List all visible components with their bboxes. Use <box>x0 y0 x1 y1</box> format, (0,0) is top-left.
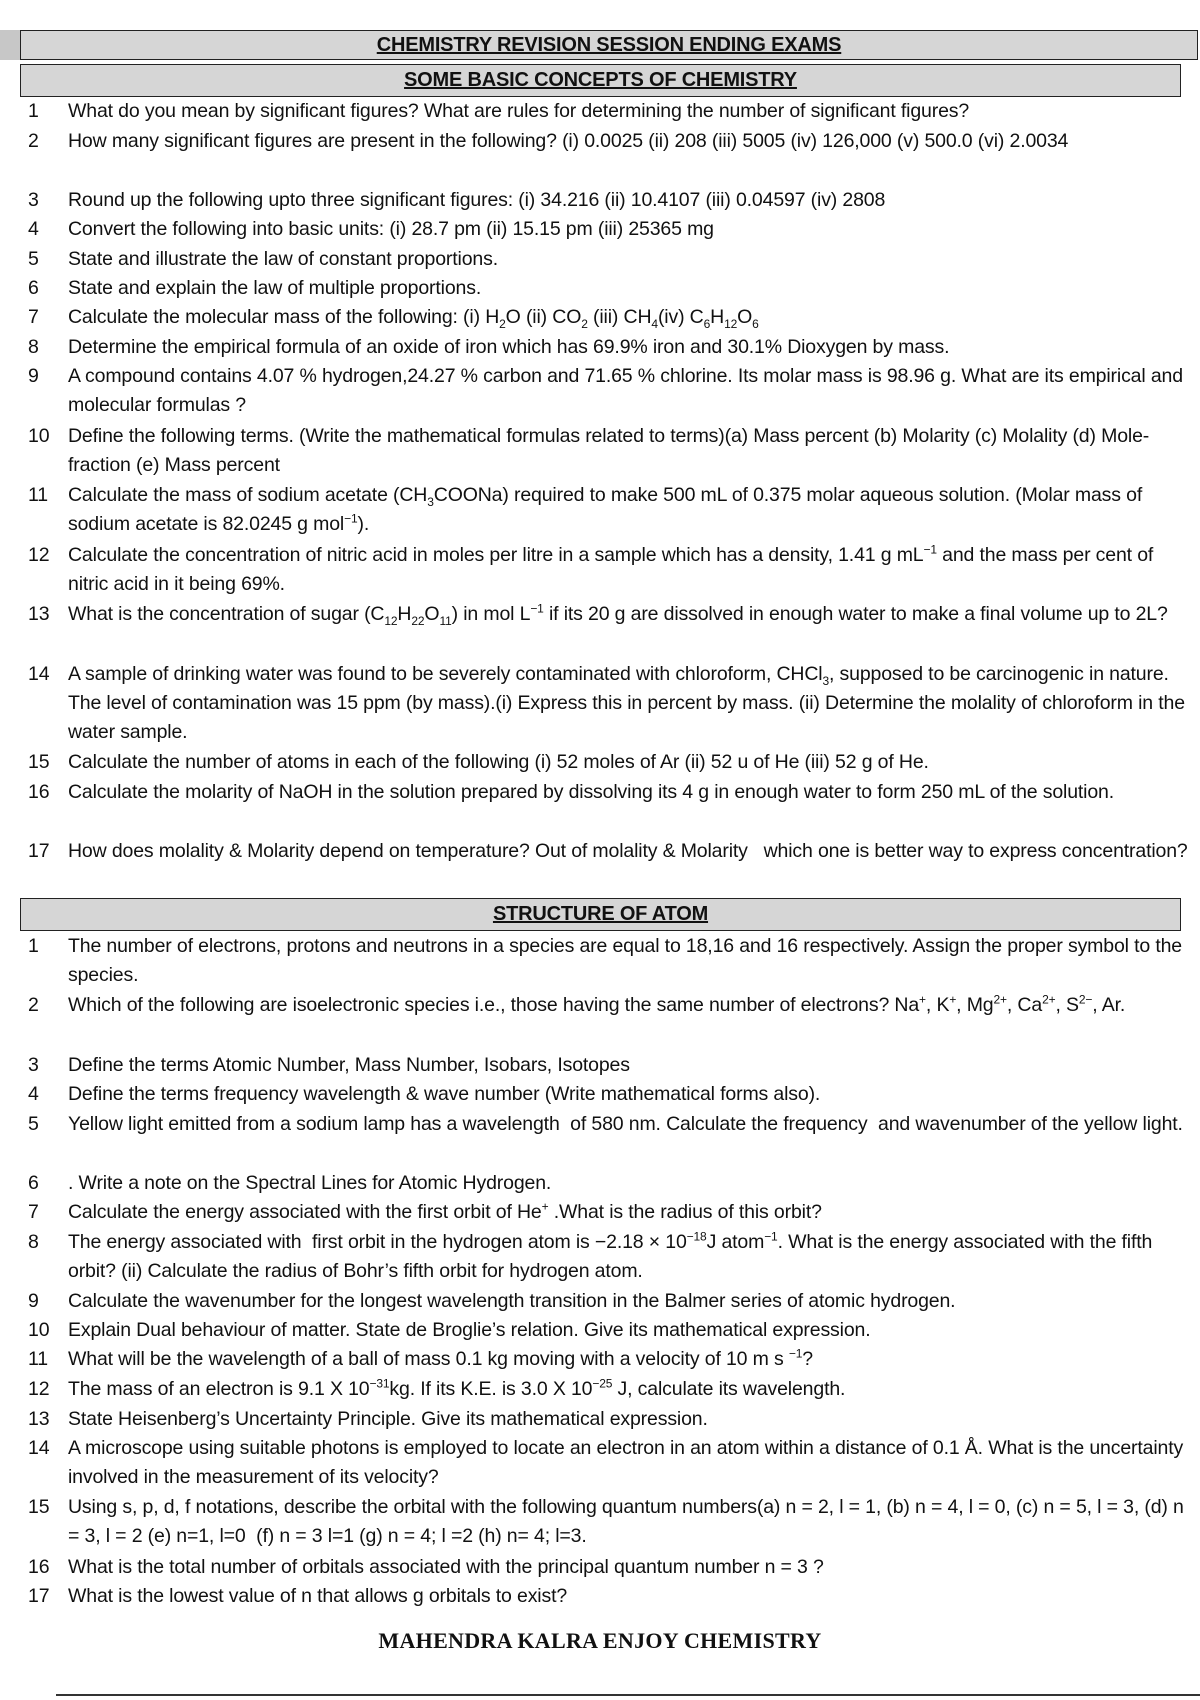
question-item <box>0 362 1190 420</box>
question-text: Calculate the energy associated with the first orbit of He+ .What is the radius of this orbit? <box>68 1199 822 1223</box>
question-number: 12 <box>28 1378 50 1400</box>
question-text: Calculate the wavenumber for the longest wavelength transition in the Balmer series of atomic hydrogen. <box>68 1290 956 1312</box>
question-item <box>0 1345 1190 1374</box>
question-number: 16 <box>28 781 50 803</box>
question-text: Round up the following upto three significant figures: (i) 34.216 (ii) 10.4107 (iii) 0.04597 (iv) 2808 <box>68 189 886 211</box>
question-number: 8 <box>28 336 39 358</box>
question-number: 11 <box>28 484 48 506</box>
question-number: 16 <box>28 1556 50 1578</box>
question-number: 9 <box>28 365 39 387</box>
question-item <box>0 333 1190 362</box>
section-heading-structure-of-atom <box>20 898 1181 931</box>
question-number: 3 <box>28 189 39 211</box>
question-item <box>0 1110 1190 1139</box>
question-item <box>0 1051 1190 1080</box>
question-text: How does molality & Molarity depend on temperature? Out of molality & Molarity which one is better way to express concentration? <box>68 840 1188 862</box>
question-item <box>0 932 1190 990</box>
question-number: 7 <box>28 306 39 328</box>
question-item <box>0 481 1190 539</box>
question-text: How many significant figures are present in the following? (i) 0.0025 (ii) 208 (iii) 5005 (iv) 126,000 (v) 500.0 (vi) 2.0034 <box>68 130 1069 152</box>
question-number: 13 <box>28 1408 50 1430</box>
question-text: The mass of an electron is 9.1 X $10^{-31}kg$. If its K.E. is 3.0 X $10^{-25}$ J, calculate its wavelength. <box>68 1376 846 1400</box>
question-number: 5 <box>28 248 39 270</box>
question-number: 6 <box>28 277 39 299</box>
question-text: What do you mean by significant figures? What are rules for determining the number of significant figures? <box>68 100 970 122</box>
question-text: The energy associated with first orbit in the hydrogen atom is $-2.18 \times 10^{-18}J$ atom$^{-1}$. What is the energy associated with the fifth orbit? (ii) Calculate the radius of Bohr’s fifth orbit for hydrogen atom. <box>68 1229 1153 1282</box>
question-item <box>0 1287 1190 1316</box>
question-number: 17 <box>28 1585 50 1607</box>
question-item <box>0 245 1190 274</box>
question-item <box>0 1493 1190 1551</box>
question-text: Calculate the molecular mass of the following: (i) $H_2O$ (ii) $CO_2$ (iii) $CH_4(iv)$ $C_6H_{12}O_6$ <box>68 306 759 331</box>
question-text: A compound contains 4.07 % hydrogen,24.27 % carbon and 71.65 % chlorine. Its molar mass is 98.96 g. What are its empirical and molecular formulas ? <box>68 365 1183 416</box>
question-text: Calculate the mass of sodium acetate $(CH_3COONa)$ required to make 500 mL of 0.375 molar aqueous solution. (Molar mass of sodium acetate is 82.0245 g mol$^{-1}$). <box>68 484 1143 535</box>
question-text: State and illustrate the law of constant proportions. <box>68 248 498 270</box>
question-number: 1 <box>28 100 39 122</box>
question-text: Explain Dual behaviour of matter. State de Broglie’s relation. Give its mathematical expression. <box>68 1319 871 1341</box>
question-number: 5 <box>28 1113 39 1135</box>
question-item <box>0 1375 1190 1404</box>
title-bar-left-strip <box>0 30 22 60</box>
question-text: A sample of drinking water was found to be severely contaminated with chloroform, CHCl$_3$, supposed to be carcinogenic in nature. The level of contamination was 15 ppm (by mass).(i) Express this in percent by mass. (ii) Determine the molality of chloroform in the water sample. <box>68 663 1185 743</box>
question-number: 17 <box>28 840 50 862</box>
question-number: 3 <box>28 1054 39 1076</box>
footer-rule <box>56 1694 1200 1696</box>
section-heading-basic-concepts <box>20 64 1181 97</box>
question-text: What is the lowest value of n that allows g orbitals to exist? <box>68 1585 568 1607</box>
question-number: 2 <box>28 130 39 152</box>
question-text: What is the concentration of sugar $(C_{12}H_{22}O_{11})$ in mol $L^{-1}$ if its 20 g are dissolved in enough water to make a final volume up to 2L? <box>68 601 1168 628</box>
question-text: Calculate the molarity of NaOH in the solution prepared by dissolving its 4 g in enough water to form 250 mL of the solution. <box>68 781 1115 803</box>
question-text: A microscope using suitable photons is employed to locate an electron in an atom within a distance of 0.1 Å. What is the uncertainty involved in the measurement of its velocity? <box>68 1437 1184 1488</box>
question-item <box>0 1228 1190 1286</box>
question-item <box>0 660 1190 747</box>
question-item <box>0 778 1190 807</box>
question-item <box>0 991 1190 1020</box>
question-number: 10 <box>28 1319 50 1341</box>
question-item <box>0 215 1190 244</box>
question-item <box>0 1582 1190 1611</box>
question-number: 12 <box>28 544 50 566</box>
question-text: What will be the wavelength of a ball of mass 0.1 kg moving with a velocity of 10 m s $^{-1}$? <box>68 1346 813 1370</box>
question-text: Calculate the number of atoms in each of the following (i) 52 moles of Ar (ii) 52 u of He (iii) 52 g of He. <box>68 751 929 773</box>
question-item <box>0 303 1190 332</box>
question-item <box>0 97 1190 126</box>
question-text: Calculate the concentration of nitric acid in moles per litre in a sample which has a density, 1.41 g $mL^{-1}$ and the mass per cent of nitric acid in it being 69%. <box>68 542 1154 595</box>
question-item <box>0 1405 1190 1434</box>
question-item <box>0 127 1190 156</box>
question-text: . Write a note on the Spectral Lines for Atomic Hydrogen. <box>68 1172 552 1194</box>
question-item <box>0 1553 1190 1582</box>
question-text: Using s, p, d, f notations, describe the orbital with the following quantum numbers(a) n = 2, l = 1, (b) n = 4, l = 0, (c) n = 5, l = 3, (d) n = 3, l = 2 (e) n=1, l=0 (f) n = 3 l=1 (g) n = 4; l =2 (h) n= 4; l=3. <box>68 1496 1184 1547</box>
question-text: Which of the following are isoelectronic species i.e., those having the same number of electrons? Na+, K+, $Mg^{2+}$, $Ca^{2+}$, $S^{2-}$, Ar. <box>68 992 1126 1016</box>
question-number: 7 <box>28 1201 39 1223</box>
question-item <box>0 274 1190 303</box>
document-title-bar <box>20 30 1198 60</box>
question-text: Define the following terms. (Write the mathematical formulas related to terms)(a) Mass percent (b) Molarity (c) Molality (d) Mole-fraction (e) Mass percent <box>68 425 1150 476</box>
question-text: Define the terms frequency wavelength & wave number (Write mathematical forms also). <box>68 1083 821 1105</box>
footer-signature: MAHENDRA KALRA ENJOY CHEMISTRY <box>378 1628 822 1653</box>
question-text: What is the total number of orbitals associated with the principal quantum number n = 3 ? <box>68 1556 824 1578</box>
question-number: 8 <box>28 1231 39 1253</box>
question-number: 13 <box>28 603 50 625</box>
question-item <box>0 1169 1190 1198</box>
question-text: Determine the empirical formula of an oxide of iron which has 69.9% iron and 30.1% Dioxygen by mass. <box>68 336 950 358</box>
question-item <box>0 422 1190 480</box>
question-number: 10 <box>28 425 50 447</box>
question-item <box>0 1316 1190 1345</box>
question-item <box>0 748 1190 777</box>
question-text: Yellow light emitted from a sodium lamp has a wavelength of 580 nm. Calculate the frequency and wavenumber of the yellow light. <box>68 1113 1183 1135</box>
question-number: 14 <box>28 663 50 685</box>
question-number: 9 <box>28 1290 39 1312</box>
question-text: State Heisenberg’s Uncertainty Principle. Give its mathematical expression. <box>68 1408 708 1430</box>
question-item <box>0 1080 1190 1109</box>
question-number: 4 <box>28 218 39 240</box>
question-item <box>0 186 1190 215</box>
question-number: 2 <box>28 994 39 1016</box>
question-text: Convert the following into basic units: (i) 28.7 pm (ii) 15.15 pm (iii) 25365 mg <box>68 218 714 240</box>
question-number: 6 <box>28 1172 39 1194</box>
document-title: CHEMISTRY REVISION SESSION ENDING EXAMS <box>376 33 842 56</box>
question-number: 15 <box>28 751 50 773</box>
section-title: SOME BASIC CONCEPTS OF CHEMISTRY <box>404 69 797 91</box>
question-text: State and explain the law of multiple proportions. <box>68 277 482 299</box>
question-item <box>0 600 1190 629</box>
question-number: 1 <box>28 935 39 957</box>
question-item <box>0 837 1190 866</box>
question-item <box>0 1434 1190 1492</box>
question-item <box>0 541 1190 599</box>
question-number: 15 <box>28 1496 50 1518</box>
question-text: The number of electrons, protons and neutrons in a species are equal to 18,16 and 16 respectively. Assign the proper symbol to the species. <box>68 935 1182 986</box>
question-number: 4 <box>28 1083 39 1105</box>
question-number: 14 <box>28 1437 50 1459</box>
question-text: Define the terms Atomic Number, Mass Number, Isobars, Isotopes <box>68 1054 630 1076</box>
question-item <box>0 1198 1190 1227</box>
question-number: 11 <box>28 1348 48 1370</box>
section-title: STRUCTURE OF ATOM <box>492 903 709 925</box>
